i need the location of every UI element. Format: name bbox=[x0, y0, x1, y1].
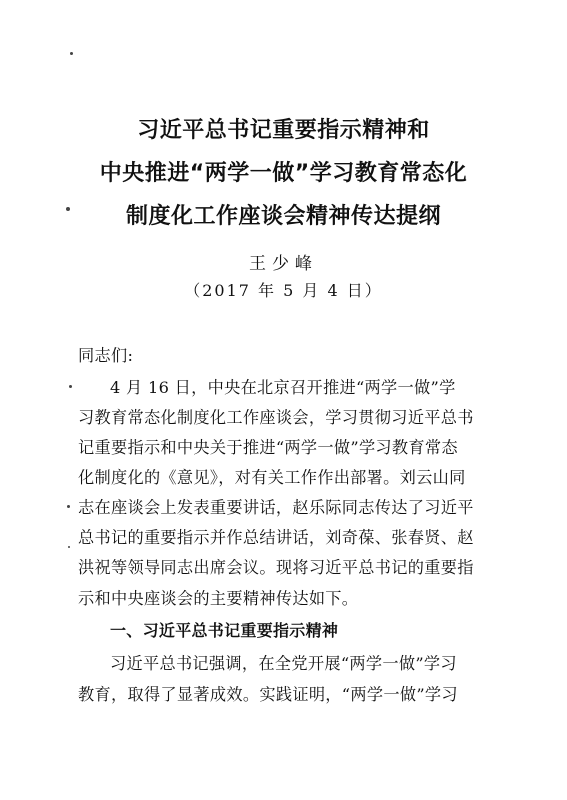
paragraph-1-line: 4 月 16 日，中央在北京召开推进“两学一做”学 bbox=[110, 378, 456, 397]
paragraph-1-line: 化制度化的《意见》，对有关工作作出部署。刘云山同 bbox=[78, 468, 466, 487]
scan-speck bbox=[70, 52, 73, 55]
paragraph-1-line: 记重要指示和中央关于推进“两学一做”学习教育常态 bbox=[78, 438, 458, 457]
paragraph-2-line: 教育，取得了显著成效。实践证明，“两学一做”学习 bbox=[78, 685, 458, 704]
paragraph-1-line: 洪祝等领导同志出席会议。现将习近平总书记的重要指 bbox=[78, 558, 474, 577]
paragraph-1-line: 示和中央座谈会的主要精神传达如下。 bbox=[78, 589, 359, 608]
scan-speck bbox=[69, 385, 72, 388]
title-line-2: 中央推进“两学一做”学习教育常态化 bbox=[99, 161, 468, 186]
paragraph-1-line: 志在座谈会上发表重要讲话，赵乐际同志传达了习近平 bbox=[78, 498, 474, 517]
scan-speck bbox=[67, 505, 70, 508]
title-line-1: 习近平总书记重要指示精神和 bbox=[137, 118, 430, 143]
title-line-3: 制度化工作座谈会精神传达提纲 bbox=[125, 204, 441, 229]
salutation: 同志们: bbox=[78, 346, 134, 365]
scan-speck bbox=[66, 207, 70, 211]
paragraph-2-line: 习近平总书记强调，在全党开展“两学一做”学习 bbox=[110, 654, 457, 673]
section-1-heading: 一、习近平总书记重要指示精神 bbox=[110, 621, 339, 640]
paragraph-1-line: 总书记的重要指示并作总结讲话，刘奇葆、张春贤、赵 bbox=[78, 528, 474, 547]
date: （2017 年 5 月 4 日） bbox=[184, 281, 383, 300]
author: 王少峰 bbox=[249, 254, 318, 274]
paragraph-1-line: 习教育常态化制度化工作座谈会，学习贯彻习近平总书 bbox=[78, 408, 474, 427]
scan-speck bbox=[68, 546, 70, 548]
